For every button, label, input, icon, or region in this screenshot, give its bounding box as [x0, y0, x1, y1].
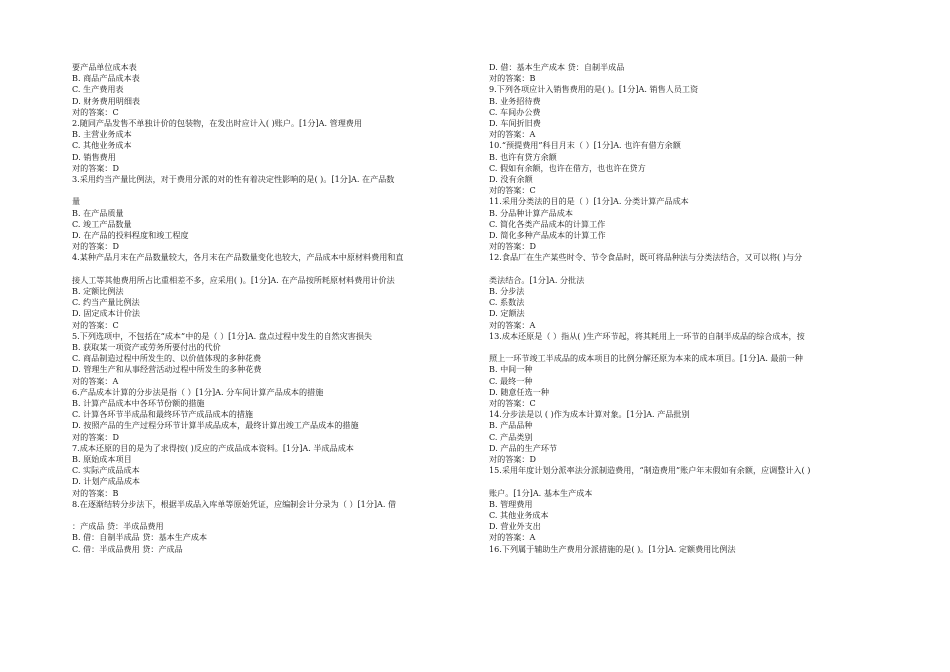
text-line: 11.采用分类法的目的是（ ）[1分]A. 分类计算产品成本: [489, 196, 689, 207]
text-line: 对的答案：C: [489, 398, 536, 409]
text-line: 对的答案：C: [72, 319, 119, 330]
blank-line: [72, 510, 432, 521]
text-line: 14.分步法是以 ( )作为成本计算对象。[1分]A. 产品批别: [489, 409, 690, 420]
text-line: D. 借：基本生产成本 贷：自制半成品: [489, 62, 625, 72]
text-line: C. 计算各环节半成品和最终环节产成品成本的措施: [72, 409, 254, 420]
text-line: 对的答案：D: [72, 162, 119, 173]
text-line: 对的答案：D: [489, 454, 536, 465]
text-line: B. 在产品质量: [72, 207, 124, 218]
blank-line: [489, 264, 859, 275]
text-line: C. 约当产量比例法: [72, 297, 140, 308]
text-line: 对的答案：A: [72, 375, 119, 386]
text-line: D. 财务费用明细表: [72, 95, 141, 106]
text-line: C. 最终一种: [489, 375, 533, 386]
text-line: B. 中间一种: [489, 364, 533, 375]
text-line: D. 计划产成品成本: [72, 476, 141, 487]
text-line: C. 实际产成品成本: [72, 465, 140, 476]
text-line: C. 商品制造过程中所发生的、以价值体现的多种花费: [72, 353, 262, 364]
text-line: C. 借：半成品费用 贷：产成品: [72, 543, 183, 554]
text-line: 对的答案：D: [72, 431, 119, 442]
text-line: B. 借：自制半成品 贷：基本生产成本: [72, 532, 208, 543]
blank-line: [489, 342, 859, 353]
text-line: D. 车间折旧费: [489, 118, 541, 129]
text-line: 对的答案：C: [72, 106, 119, 117]
text-line: B. 分步法: [489, 286, 525, 297]
text-line: B. 分品种计算产品成本: [489, 207, 573, 218]
text-line: 5.下列选项中，不包括在“成本”中的是（ ）[1分]A. 盘点过程中发生的自然灾害损失: [72, 330, 373, 341]
text-line: D. 没有余额: [489, 174, 533, 185]
text-line: D. 产品的生产环节: [489, 442, 558, 453]
text-line: B. 也许有贷方余额: [489, 151, 557, 162]
text-line: D. 随意任选一种: [489, 386, 549, 397]
text-line: 要产品单位成本表: [72, 62, 137, 72]
right-text-column: [489, 62, 859, 555]
text-line: B. 计算产品成本中各环节份额的措施: [72, 398, 205, 409]
text-line: D. 销售费用: [72, 151, 116, 162]
text-line: B. 业务招待费: [489, 95, 541, 106]
text-line: 6.产品成本计算的分步法是指（ ）[1分]A. 分车间计算产品成本的措施: [72, 386, 324, 397]
text-line: C. 系数法: [489, 297, 525, 308]
text-line: 12.食品厂在生产某些时令、节令食品时，既可将品种法与分类法结合，又可以将( )与分: [489, 252, 803, 263]
left-text-column: [72, 62, 432, 555]
text-line: 对的答案：B: [72, 487, 119, 498]
text-line: B. 获取某一项资产或劳务所要付出的代价: [72, 342, 221, 353]
text-line: D. 在产品的投料程度和竣工程度: [72, 230, 189, 241]
text-line: 接人工等其他费用所占比重相差不多，应采用( )。[1分]A. 在产品按所耗原材料费用计价法: [72, 274, 395, 285]
text-line: 4.某种产品月末在产品数量较大，各月末在产品数量变化也较大，产品成本中原材料费用和直: [72, 252, 404, 263]
text-line: 15.采用年度计划分派率法分派制造费用，“制造费用”账户年末假如有余额，应调整计入( ): [489, 465, 811, 476]
text-line: B. 管理费用: [489, 498, 533, 509]
text-line: 3.采用约当产量比例法，对于费用分派的对的性有着决定性影响的是( )。[1分]A. 在产品数: [72, 174, 395, 185]
text-line: C. 生产费用表: [72, 84, 124, 95]
text-line: 13.成本还原是（ ）指从( )生产环节起，将其耗用上一环节的自制半成品的综合成本，按: [489, 330, 805, 341]
text-line: B. 主营业务成本: [72, 129, 132, 140]
text-line: C. 车间办公费: [489, 106, 541, 117]
blank-line: [72, 264, 432, 275]
text-line: D. 简化多种产品成本的计算工作: [489, 230, 606, 241]
text-line: 对的答案：D: [72, 241, 119, 252]
text-line: ：产成品 贷：半成品费用: [72, 521, 164, 532]
text-line: 16.下列属于辅助生产费用分派措施的是( )。[1分]A. 定额费用比例法: [489, 543, 736, 554]
text-line: B. 定额比例法: [72, 286, 124, 297]
text-line: B. 商品产品成本表: [72, 73, 140, 84]
blank-line: [72, 185, 432, 196]
text-line: 10.“预提费用”科目月末（ ）[1分]A. 也许有借方余额: [489, 140, 681, 151]
blank-line: [489, 476, 859, 487]
text-line: B. 原始成本项目: [72, 454, 132, 465]
text-line: 9.下列各项应计入销售费用的是( )。[1分]A. 销售人员工资: [489, 84, 699, 95]
text-line: D. 管理生产和从事经营活动过程中所发生的多种花费: [72, 364, 262, 375]
text-line: 对的答案：A: [489, 129, 536, 140]
text-line: 7.成本还原的目的是为了求得按( )反应的产成品成本资料。[1分]A. 半成品成本: [72, 442, 354, 453]
text-line: 2.随同产品发售不单独计价的包装物，在发出时应计入( )账户。[1分]A. 管理费用: [72, 118, 362, 129]
text-line: D. 营业外支出: [489, 521, 541, 532]
text-line: 对的答案：D: [489, 241, 536, 252]
text-line: C. 其他业务成本: [72, 140, 132, 151]
text-line: 类法结合。[1分]A. 分批法: [489, 274, 585, 285]
text-line: C. 简化各类产品成本的计算工作: [489, 218, 606, 229]
text-line: 对的答案：B: [489, 73, 536, 84]
text-line: 量: [72, 196, 81, 207]
text-line: 照上一环节竣工半成品的成本项目的比例分解还原为本来的成本项目。[1分]A. 最前一种: [489, 353, 803, 364]
text-line: D. 按照产品的生产过程分环节计算半成品成本，最终计算出竣工产品成本的措施: [72, 420, 359, 431]
text-line: C. 其他业务成本: [489, 510, 549, 521]
text-line: 账户。[1分]A. 基本生产成本: [489, 487, 593, 498]
text-line: D. 固定成本计价法: [72, 308, 141, 319]
text-line: D. 定额法: [489, 308, 525, 319]
text-line: 对的答案：A: [489, 319, 536, 330]
text-line: 对的答案：C: [489, 185, 536, 196]
text-line: B. 产品品种: [489, 420, 533, 431]
text-line: 8.在逐渐结转分步法下，根据半成品入库单等原始凭证，应编制会计分录为（ ）[1分]A. 借: [72, 498, 397, 509]
text-line: C. 假如有余额，也许在借方，也也许在贷方: [489, 162, 646, 173]
text-line: C. 竣工产品数量: [72, 218, 132, 229]
text-line: 对的答案：A: [489, 532, 536, 543]
text-line: C. 产品类别: [489, 431, 533, 442]
